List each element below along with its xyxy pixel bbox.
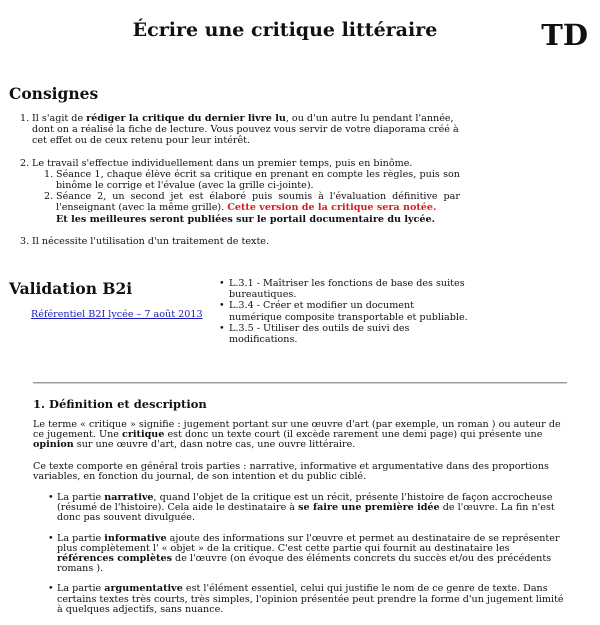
text: La partie: [57, 532, 105, 544]
graded-notice: Cette version de la critique sera notée.: [227, 202, 437, 214]
text: est donc un texte court (il excède rarement une demi page) qui présente une: [164, 429, 543, 441]
part-item-narrative: [48, 492, 569, 524]
text: est l'élément essentiel, celui qui justifie le nom de ce genre de texte. Dans certains textes très courts, très simples, l'opinion présentée peut prendre la forme d'un jugement limité à quelques adjectifs, sans nuance.: [57, 583, 564, 615]
bold-term: opinion: [33, 439, 74, 451]
item-text: Il s'agit de: [32, 113, 87, 124]
publication-notice: Et les meilleures seront publiées sur le portail documentaire du lycée.: [56, 213, 435, 225]
bold-term: se faire une première idée: [298, 502, 440, 514]
text: ajoute des informations sur l'œuvre et permet au destinataire de se représenter plus complètement l' « objet » de la critique. C'est cette partie qui fournit au destinataire les: [57, 532, 560, 554]
item-text: Séance 1, chaque élève écrit sa critique en prenant en compte les règles, puis son binôme le corrige et l'évalue (avec la grille ci-jointe).: [56, 168, 460, 192]
text: de l'œuvre. La fin n'est donc pas souvent divulguée.: [57, 502, 555, 524]
text: sur une œuvre d'art, dasn notre cas, une ouvre littéraire.: [73, 439, 356, 451]
b2i-skill: [219, 278, 469, 301]
consigne-item: [20, 157, 460, 225]
skill-text: L.3.5 - Utiliser des outils de suivi des modifications.: [229, 322, 410, 346]
b2i-skill: [219, 300, 469, 323]
skill-text: L.3.4 - Créer et modifier un document numérique composite transportable et publiable.: [229, 300, 468, 323]
consignes-list: [20, 113, 460, 258]
item-number: 3.: [20, 235, 30, 247]
consigne-item: [20, 113, 460, 147]
bullet-icon: •: [219, 278, 225, 289]
item-bold: rédiger la critique du dernier livre lu: [86, 113, 286, 124]
consignes-heading: Consignes: [9, 84, 99, 103]
item-number: 2.: [20, 157, 30, 169]
bold-term: argumentative: [104, 583, 183, 595]
bullet-icon: •: [48, 532, 54, 544]
bullet-icon: •: [48, 492, 54, 504]
item-text: Séance 2, un second jet est élaboré puis soumis à l'évaluation définitive par l'enseignant (avec la même grille).: [56, 191, 460, 214]
parts-intro-paragraph: Ce texte comporte en général trois parties : narrative, informative et argumentative dans des proportions variables, en fonction du journal, de son intention et du public ciblé.: [33, 460, 549, 482]
item-text: Il nécessite l'utilisation d'un traitement de texte.: [32, 235, 270, 247]
bold-term: narrative: [104, 492, 154, 504]
referentiel-link[interactable]: Référentiel B2I lycée – 7 août 2013: [31, 309, 203, 320]
skill-text: L.3.1 - Maîtriser les fonctions de base des suites bureautiques.: [229, 278, 465, 301]
item-number: 1.: [20, 113, 30, 124]
consigne-item: [20, 235, 460, 247]
sub-item: [44, 168, 460, 192]
bold-term: critique: [121, 429, 165, 441]
b2i-skills-list: [219, 278, 469, 346]
text: de l'œuvre (on évoque des éléments concrets du succès et/ou des précédents romans ).: [57, 553, 552, 575]
b2i-skill: [219, 322, 469, 346]
bold-term: références complètes: [57, 553, 172, 565]
item-number: 2.: [44, 191, 54, 203]
definition-body: [33, 420, 569, 625]
bullet-icon: •: [219, 322, 225, 334]
text: La partie: [57, 583, 105, 595]
text: La partie: [57, 492, 105, 504]
parts-list: [33, 493, 569, 615]
section-divider: [33, 382, 567, 384]
td-badge: TD: [541, 18, 588, 52]
validation-heading: Validation B2i: [9, 279, 133, 298]
item-text: Le travail s'effectue individuellement dans un premier temps, puis en binôme.: [32, 157, 413, 169]
item-number: 1.: [44, 168, 54, 180]
definition-paragraph: [33, 420, 569, 451]
page-title: Écrire une critique littéraire: [132, 19, 438, 41]
text: , quand l'objet de la critique est un récit, présente l'histoire de façon accrocheuse (résumé de l'histoire). Cela aide le destinataire à: [57, 492, 553, 514]
bullet-icon: •: [48, 583, 54, 595]
sub-list: [32, 169, 460, 225]
text: Le terme « critique » signifie : jugement portant sur une œuvre d'art (par exemple, un roman ) ou auteur de ce jugement. Une: [33, 419, 561, 441]
bullet-icon: •: [219, 300, 225, 312]
part-item-informative: [48, 532, 569, 575]
definition-heading: 1. Définition et description: [33, 397, 207, 411]
sub-item: [44, 191, 460, 225]
bold-term: informative: [104, 532, 167, 544]
item-text: , ou d'un autre lu pendant l'année, dont on a réalisé la fiche de lecture. Vous pouvez vous servir de votre diaporama créé à cet effet ou de ceux retenu pour leur intérêt.: [32, 113, 459, 147]
